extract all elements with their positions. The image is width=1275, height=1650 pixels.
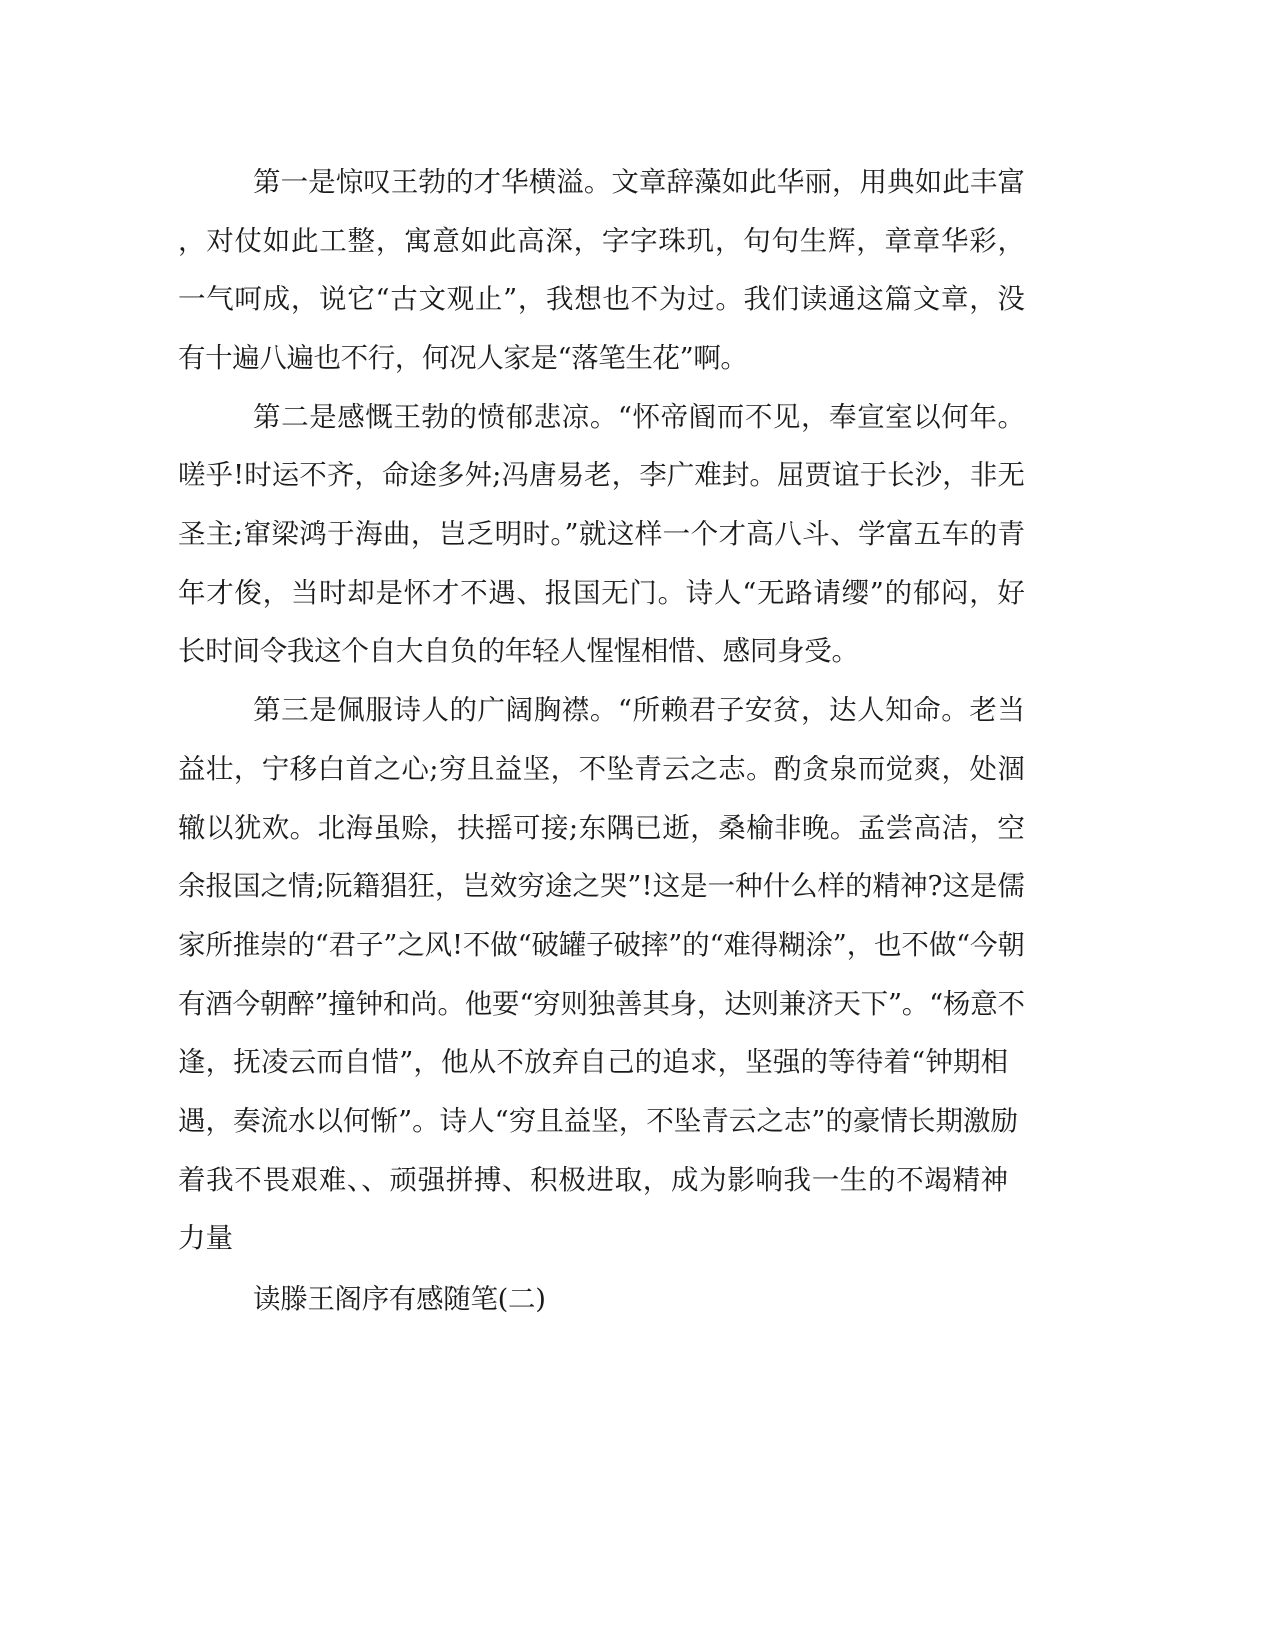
text-line: 着我不畏艰难、、顽强拼搏、积极进取，成为影响我一生的不竭精神 [178, 1164, 1009, 1196]
text-line: 嗟乎!时运不齐，命途多舛;冯唐易老，李广难封。屈贾谊于长沙，非无 [178, 459, 1025, 491]
text-line: 有酒今朝醉”撞钟和尚。他要“穷则独善其身，达则兼济天下”。“杨意不 [178, 988, 1025, 1020]
text-line: 长时间令我这个自大自负的年轻人惺惺相惜、感同身受。 [178, 635, 859, 667]
text-line: 益壮，宁移白首之心;穷且益坚，不坠青云之志。酌贪泉而觉爽，处涸 [178, 753, 1026, 785]
text-line: 遇，奏流水以何惭”。诗人“穷且益坚，不坠青云之志”的豪情长期激励 [178, 1105, 1018, 1137]
text-line: 年才俊，当时却是怀才不遇、报国无门。诗人“无路请缨”的郁闷，好 [178, 577, 1026, 609]
text-line: 一气呵成，说它“古文观止”，我想也不为过。我们读通这篇文章，没 [178, 283, 1026, 315]
text-line: 第三是佩服诗人的广阔胸襟。“所赖君子安贫，达人知命。老当 [253, 694, 1026, 726]
text-line: 第一是惊叹王勃的才华横溢。文章辞藻如此华丽，用典如此丰富 [253, 166, 1025, 198]
section-heading: 读滕王阁序有感随笔(二) [253, 1283, 546, 1315]
text-line: 辙以犹欢。北海虽赊，扶摇可接;东隅已逝，桑榆非晚。孟尝高洁，空 [178, 812, 1026, 844]
text-line: 力量 [178, 1222, 233, 1254]
text-line: 余报国之情;阮籍猖狂，岂效穷途之哭”!这是一种什么样的精神?这是儒 [178, 870, 1025, 902]
text-line: 有十遍八遍也不行，何况人家是“落笔生花”啊。 [178, 342, 748, 374]
text-line: ，对仗如此工整，寓意如此高深，字字珠玑，句句生辉，章章华彩， [178, 225, 1026, 257]
text-line: 逢，抚凌云而自惜”，他从不放弃自己的追求，坚强的等待着“钟期相 [178, 1046, 1009, 1078]
text-line: 圣主;窜梁鸿于海曲，岂乏明时。”就这样一个才高八斗、学富五车的青 [178, 518, 1026, 550]
text-line: 第二是感慨王勃的愤郁悲凉。“怀帝阍而不见，奉宣室以何年。 [253, 401, 1026, 433]
text-line: 家所推崇的“君子”之风!不做“破罐子破摔”的“难得糊涂”，也不做“今朝 [178, 929, 1025, 961]
